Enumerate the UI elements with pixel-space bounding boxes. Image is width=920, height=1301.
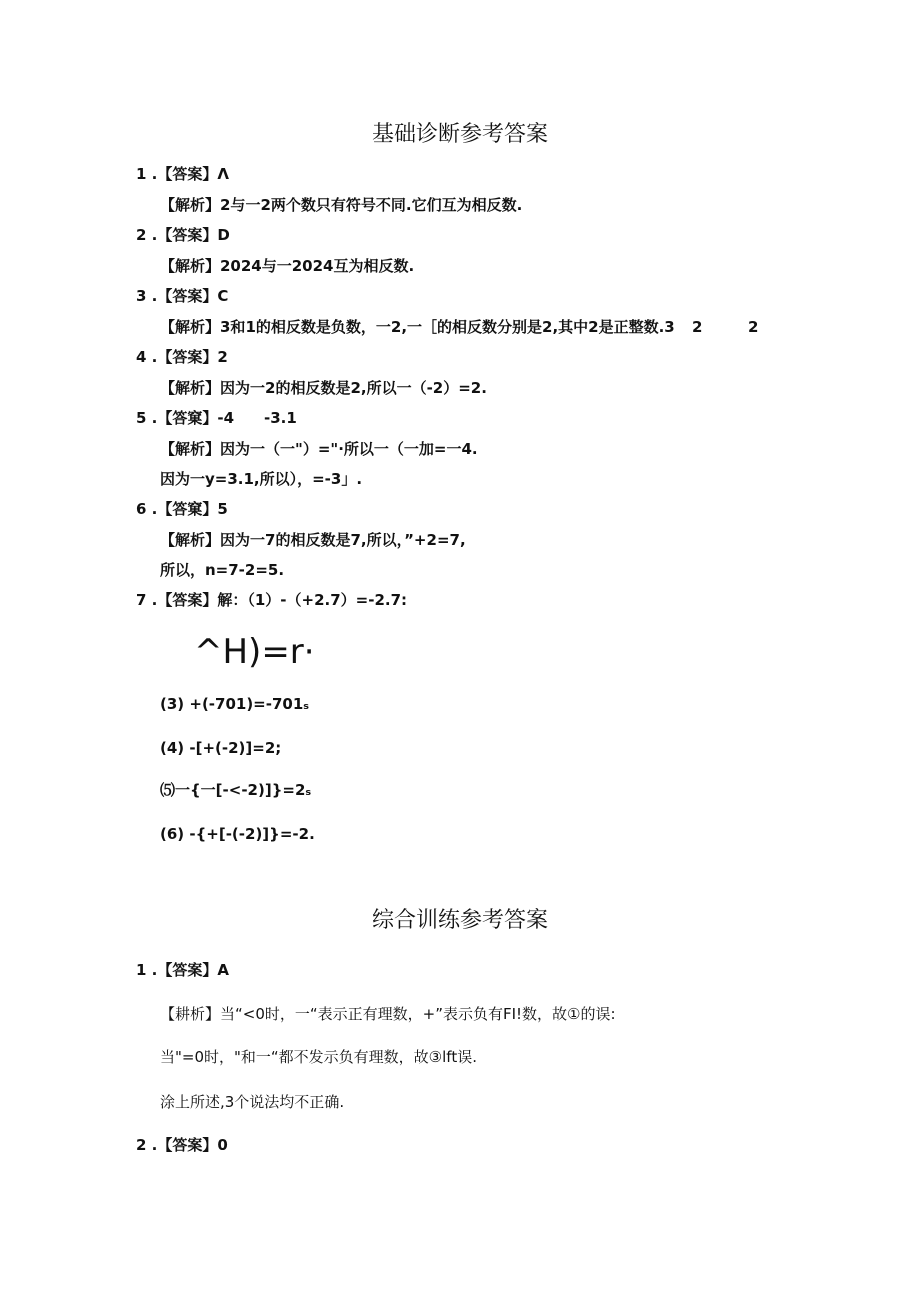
s1-q7-item6: (6) -{+[-(-2)]}=-2. [160,825,315,843]
s1-q5-analysis2: 因为一y=3.1,所以），=-3」. [160,470,363,488]
s1-q7-item2: ^H)=r· [194,632,315,672]
s2-q2-answer: 2 .【答案】0 [136,1136,228,1154]
s1-q7-item4: (4) -[+(-2)]=2; [160,739,282,757]
s1-q5-analysis: 【解析】因为一（一"）="·所以一（一加=一4. [160,440,478,458]
section2-title: 综合训练参考答案 [371,908,548,933]
s2-q1-answer: 1 .【答案】A [136,961,229,979]
section1-title: 基础诊断参考答案 [371,122,548,147]
s1-q1-answer: 1 .【答案】Λ [136,165,229,183]
s1-q3-tail-a: 2 [692,318,703,336]
s1-q2-answer: 2 .【答案】D [136,226,230,244]
s2-q1-analysis2: 当"=0时，"和一“都不发示负有理数，故③lft误. [160,1048,477,1066]
s1-q3-analysis: 【解析】3和1的相反数是负数，一2,一［的相反数分别是2,其中2是正整数.3 [160,318,675,336]
s1-q3-tail-b: 2 [748,318,759,336]
s1-q4-analysis: 【解析】因为一2的相反数是2,所以一（-2）=2. [160,379,487,397]
s1-q7-answer: 7 .【答案】解：（1）-（+2.7）=-2.7: [136,591,408,609]
s1-q6-answer: 6 .【答窠】5 [136,500,228,518]
s1-q6-analysis: 【解析】因为一7的相反数是7,所以，”+2=7, [160,531,466,549]
s2-q1-analysis3: 涂上所述,3个说法均不正确. [160,1093,345,1111]
s1-q5-answer: 5 .【答窠】-4 [136,409,235,427]
s2-q1-analysis: 【耕析】当“<0时，一“表示正有理数，+”表示负有FI!数，故①的误: [160,1005,616,1023]
s1-q3-answer: 3 .【答案】C [136,287,229,305]
s1-q6-analysis2: 所以，n=7-2=5. [160,561,285,579]
s1-q4-answer: 4 .【答案】2 [136,348,228,366]
s1-q5-answer-b: -3.1 [264,409,297,427]
s1-q1-analysis: 【解析】2与一2两个数只有符号不同.它们互为相反数. [160,196,523,214]
s1-q7-item5: ⑸一{一[-<-2)]}=2ₛ [160,781,312,799]
s1-q2-analysis: 【解析】2024与一2024互为相反数. [160,257,415,275]
s1-q7-item3: (3) +(-701)=-701ₛ [160,695,310,713]
